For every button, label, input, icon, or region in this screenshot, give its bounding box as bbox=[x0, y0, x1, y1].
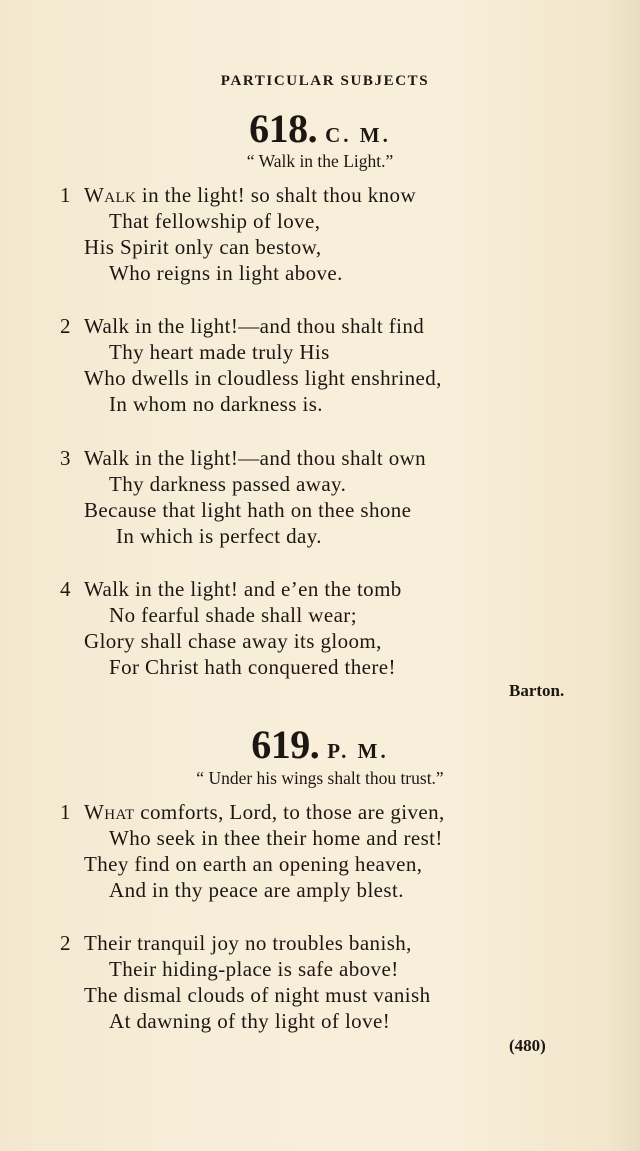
verse-line: Who dwells in cloudless light enshrined, bbox=[84, 366, 442, 390]
verse-line bbox=[60, 577, 402, 602]
verse-line: No fearful shade shall wear; bbox=[109, 603, 357, 627]
hymn-618-motto: “ Walk in the Light.” bbox=[246, 151, 394, 171]
hymn-meter: C. M. bbox=[325, 123, 391, 147]
verse-line-text: Their tranquil joy no troubles banish, bbox=[84, 931, 412, 955]
verse-line: Who seek in thee their home and rest! bbox=[109, 826, 443, 850]
verse-line: At dawning of thy light of love! bbox=[109, 1009, 391, 1033]
verse-line: Who reigns in light above. bbox=[109, 261, 343, 285]
running-head: PARTICULAR SUBJECTS bbox=[220, 73, 430, 89]
verse-line-text: Walk in the light! and e’en the tomb bbox=[84, 577, 402, 601]
verse-line bbox=[60, 183, 416, 208]
verse-line bbox=[60, 931, 412, 956]
verse-line-text: comforts, Lord, to those are given, bbox=[134, 800, 445, 824]
verse-line: That fellowship of love, bbox=[109, 209, 321, 233]
verse-line: And in thy peace are amply blest. bbox=[109, 878, 404, 902]
hymn-meter: P. M. bbox=[327, 739, 389, 763]
verse-number: 3 bbox=[60, 446, 71, 470]
verse-line: His Spirit only can bestow, bbox=[84, 235, 322, 259]
verse-number: 2 bbox=[60, 314, 71, 338]
verse-number: 4 bbox=[60, 577, 71, 601]
verse-number: 1 bbox=[60, 800, 71, 824]
hymn-619-motto: “ Under his wings shalt thou trust.” bbox=[196, 768, 444, 788]
verse-line: Thy darkness passed away. bbox=[109, 472, 347, 496]
hymn-author: Barton. bbox=[509, 681, 565, 700]
verse-line-text: Walk in the light!—and thou shalt find bbox=[84, 314, 425, 338]
verse-line: Because that light hath on thee shone bbox=[84, 498, 412, 522]
verse-initial-word: What bbox=[84, 800, 135, 824]
verse-line: Thy heart made truly His bbox=[109, 340, 330, 364]
page-number: (480) bbox=[509, 1036, 546, 1055]
hymn-number: 619. bbox=[251, 722, 320, 767]
verse-line-text: in the light! so shalt thou know bbox=[136, 183, 417, 207]
page-edge-shadow bbox=[606, 0, 640, 1151]
verse-line: The dismal clouds of night must vanish bbox=[84, 983, 431, 1007]
hymn-618-heading bbox=[0, 105, 640, 152]
verse-line bbox=[60, 800, 445, 825]
verse-number: 2 bbox=[60, 931, 71, 955]
verse-line: For Christ hath conquered there! bbox=[109, 655, 396, 679]
verse-line bbox=[60, 314, 424, 339]
hymn-619-heading bbox=[0, 721, 640, 768]
verse-initial-word: Walk bbox=[84, 183, 137, 207]
hymn-number: 618. bbox=[249, 106, 318, 151]
verse-line: Their hiding-place is safe above! bbox=[109, 957, 399, 981]
verse-line bbox=[60, 446, 426, 471]
verse-line: They find on earth an opening heaven, bbox=[84, 852, 423, 876]
verse-number: 1 bbox=[60, 183, 71, 207]
verse-line-text: Walk in the light!—and thou shalt own bbox=[84, 446, 427, 470]
verse-line: In which is perfect day. bbox=[116, 524, 322, 548]
verse-line: In whom no darkness is. bbox=[109, 392, 323, 416]
verse-line: Glory shall chase away its gloom, bbox=[84, 629, 382, 653]
